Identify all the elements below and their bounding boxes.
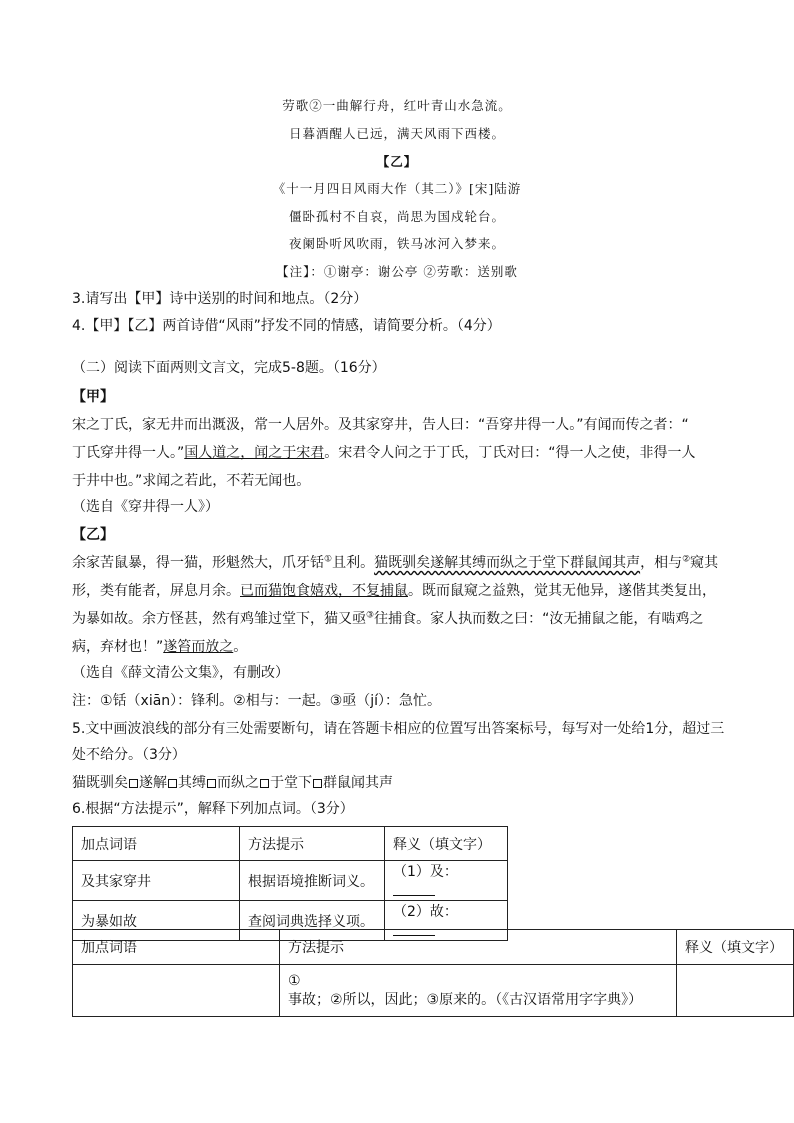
- question-4: 4.【甲】【乙】两首诗借“风雨”抒发不同的情感，请简要分析。（4分）: [72, 318, 501, 334]
- underlined-sentence: 遂笞而放之: [163, 639, 234, 655]
- sentence-with-boxes: 猫既驯矣 遂解 其缚 而纵之 于堂下 群鼠闻其声: [72, 775, 393, 791]
- table-header: 释义（填文字）: [677, 930, 794, 965]
- passage-source: （选自《薛文清公文集》，有删改）: [72, 665, 289, 681]
- section-heading: （二）阅读下面两则文言文，完成5-8题。（16分）: [72, 360, 386, 376]
- table-header: 方法提示: [280, 930, 677, 965]
- answer-box: [207, 779, 216, 788]
- question-3: 3.请写出【甲】诗中送别的时间和地点。（2分）: [72, 291, 368, 307]
- passage-line: 于井中也。”求闻之若此，不若无闻也。: [72, 473, 311, 489]
- table-header: 加点词语: [73, 930, 280, 965]
- wavy-underlined-sentence: 猫既驯矣遂解其缚而纵之于堂下群鼠闻其声: [374, 555, 641, 571]
- poem-line: 僵卧孤村不自哀，尚思为国戍轮台。: [288, 209, 505, 224]
- table-header: 释义（填文字）: [385, 827, 508, 861]
- table-row: ① 事故；②所以，因此；③原来的。（《古汉语常用字字典》）: [73, 965, 794, 1017]
- passage-source: （选自《穿井得一人》）: [72, 499, 219, 515]
- poem-label-yi: 【乙】: [376, 154, 418, 169]
- passage-line: 宋之丁氏，家无井而出溉汲，常一人居外。及其家穿井，告人曰：“吾穿井得一人。”有闻而传之者：“: [72, 417, 689, 433]
- question-5-cont: 处不给分。（3分）: [72, 747, 186, 763]
- question-6: 6.根据“方法提示”，解释下列加点词。（3分）: [72, 801, 354, 817]
- passage-line: 余家苦鼠暴，得一猫，形魁然大，爪牙铦①且利。猫既驯矣遂解其缚而纵之于堂下群鼠闻其声，相与②窥其: [72, 554, 719, 571]
- answer-box: [129, 779, 138, 788]
- passage-line: 形，类有能者，屏息月余。已而猫饱食嬉戏，不复捕鼠。既而鼠窥之益熟，觉其无他异，遂偕其类复出，: [72, 583, 716, 599]
- poem-line: 日暮酒醒人已远，满天风雨下西楼。: [288, 126, 505, 141]
- answer-box: [313, 779, 322, 788]
- passage-label-yi: 【乙】: [72, 527, 114, 543]
- poem-line: 夜阑卧听风吹雨，铁马冰河入梦来。: [288, 236, 505, 251]
- vocab-table-2: [72, 929, 794, 1017]
- passage-line: 丁氏穿井得一人。”国人道之，闻之于宋君。宋君令人问之于丁氏，丁氏对曰：“得一人之使，非得一人: [72, 445, 696, 461]
- underlined-sentence: 已而猫饱食嬉戏，不复捕鼠: [240, 583, 408, 599]
- table-row: 为暴如故 查阅词典选择义项。 （2）故：: [73, 901, 508, 941]
- vocab-table: [72, 826, 508, 941]
- passage-label-jia: 【甲】: [72, 389, 114, 405]
- passage-notes: 注：①铦（xiān）：锋利。②相与：一起。③亟（jí）：急忙。: [72, 693, 442, 709]
- table-header: 加点词语: [73, 827, 240, 861]
- table-header: 方法提示: [240, 827, 385, 861]
- answer-box: [260, 779, 269, 788]
- underlined-sentence: 国人道之，闻之于宋君: [184, 445, 325, 461]
- passage-line: 病，弃材也！”遂笞而放之。: [72, 639, 248, 655]
- table-row: 及其家穿井 根据语境推断词义。 （1）及：: [73, 861, 508, 901]
- question-5: 5.文中画波浪线的部分有三处需要断句，请在答题卡相应的位置写出答案标号，每写对一处给1分，超过三: [72, 721, 725, 737]
- answer-blank[interactable]: [393, 881, 435, 896]
- poem-line: 劳歌②一曲解行舟，红叶青山水急流。: [282, 98, 512, 113]
- poem-title: 《十一月四日风雨大作（其二）》[宋]陆游: [272, 181, 522, 196]
- poem-note: 【注】：①谢亭：谢公亭 ②劳歌：送别歌: [276, 264, 518, 279]
- answer-box: [168, 779, 177, 788]
- passage-line: 为暴如故。余方怪甚，然有鸡雏过堂下，猫又亟③往捕食。家人执而数之曰：“汝无捕鼠之能，有啮鸡之: [72, 610, 704, 627]
